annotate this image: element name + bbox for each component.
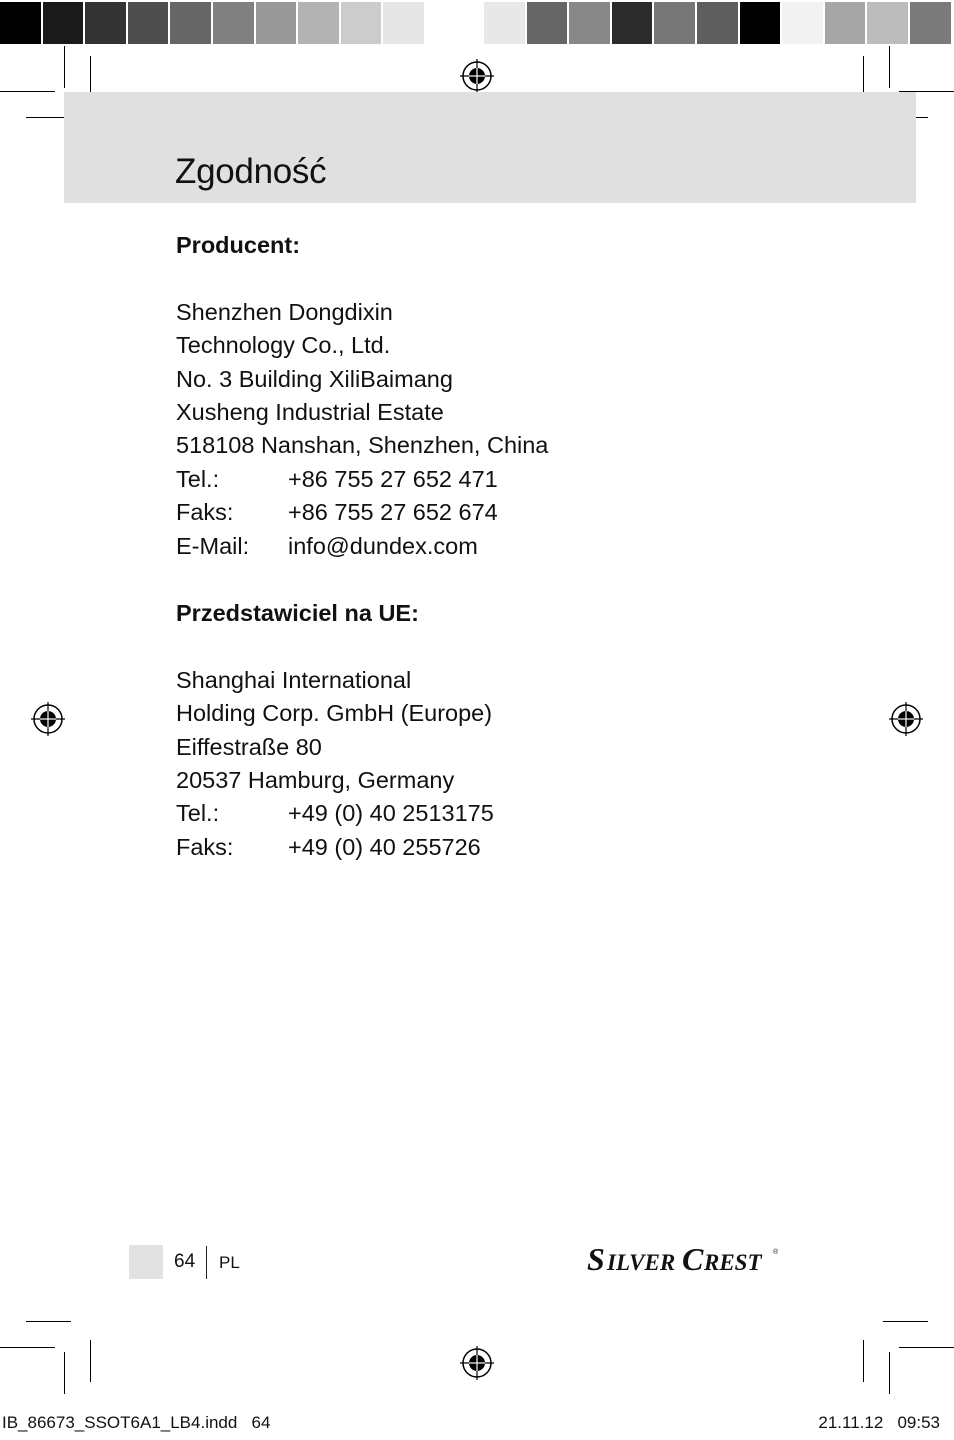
color-calibration-bar-right [484, 0, 953, 46]
color-swatch [43, 2, 84, 44]
representative-section [176, 597, 494, 864]
color-swatch [782, 2, 823, 44]
address-line: Eiffestraße 80 [176, 733, 322, 760]
address-line: 518108 Nanshan, Shenzhen, China [176, 432, 549, 459]
color-swatch [569, 2, 610, 44]
footer-tab-marker [129, 1245, 163, 1279]
manufacturer-section [176, 229, 548, 563]
contact-row-phone [176, 797, 494, 830]
crop-mark [889, 46, 890, 88]
registration-mark-icon [889, 702, 923, 736]
color-swatch [298, 2, 339, 44]
color-swatch [825, 2, 866, 44]
crop-mark [889, 1352, 890, 1394]
contact-value: +86 755 27 652 674 [288, 499, 498, 526]
svg-text:S: S [587, 1242, 605, 1276]
contact-row-email [176, 530, 548, 563]
address-line: Shenzhen Dongdixin [176, 298, 393, 325]
contact-label: E-Mail: [176, 532, 250, 559]
spacer [176, 262, 548, 295]
address-line: No. 3 Building XiliBaimang [176, 365, 453, 392]
page-title: Zgodność [175, 152, 327, 191]
manufacturer-heading: Producent: [176, 232, 301, 258]
address-line: Xusheng Industrial Estate [176, 399, 444, 426]
color-swatch [341, 2, 382, 44]
crop-mark [26, 1321, 71, 1322]
color-swatch [697, 2, 738, 44]
spacer [176, 630, 494, 663]
crop-mark [0, 91, 55, 92]
address-line: Holding Corp. GmbH (Europe) [176, 700, 493, 727]
silvercrest-logo [587, 1242, 783, 1276]
crop-mark [90, 1340, 91, 1382]
registration-mark-icon [31, 702, 65, 736]
registration-mark-icon [460, 1346, 494, 1380]
color-swatch [213, 2, 254, 44]
contact-label: Faks: [176, 499, 234, 526]
representative-heading: Przedstawiciel na UE: [176, 600, 419, 626]
contact-row-phone [176, 463, 548, 496]
language-code: PL [219, 1253, 240, 1272]
contact-label: Faks: [176, 833, 234, 860]
address-line: Shanghai International [176, 666, 412, 693]
page-number: 64 [174, 1251, 196, 1272]
color-calibration-bar-left [0, 0, 469, 46]
color-swatch [85, 2, 126, 44]
contact-row-fax [176, 831, 494, 864]
color-swatch [740, 2, 781, 44]
address-line: 20537 Hamburg, Germany [176, 767, 455, 794]
crop-mark [64, 46, 65, 88]
crop-mark [883, 1321, 928, 1322]
crop-mark [863, 1340, 864, 1382]
crop-mark [899, 1347, 954, 1348]
color-swatch [867, 2, 908, 44]
svg-text:C: C [682, 1242, 704, 1276]
address-line: Technology Co., Ltd. [176, 332, 391, 359]
svg-text:ILVER: ILVER [607, 1250, 676, 1275]
contact-label: Tel.: [176, 465, 220, 492]
print-slug-filename: IB_86673_SSOT6A1_LB4.indd 64 [2, 1413, 271, 1432]
contact-value: info@dundex.com [288, 532, 478, 559]
color-swatch [383, 2, 424, 44]
color-swatch [484, 2, 525, 44]
svg-text:®: ® [773, 1249, 779, 1256]
contact-value: +86 755 27 652 471 [288, 465, 498, 492]
contact-value: +49 (0) 40 255726 [288, 833, 481, 860]
color-swatch [910, 2, 951, 44]
color-swatch [426, 2, 467, 44]
crop-mark [0, 1347, 55, 1348]
contact-row-fax [176, 496, 548, 529]
contact-value: +49 (0) 40 2513175 [288, 800, 494, 827]
crop-mark [64, 1352, 65, 1394]
footer-divider [206, 1246, 207, 1279]
color-swatch [256, 2, 297, 44]
color-swatch [128, 2, 169, 44]
color-swatch [654, 2, 695, 44]
color-swatch [527, 2, 568, 44]
svg-text:REST: REST [704, 1250, 762, 1275]
print-slug-timestamp: 21.11.12 09:53 [818, 1413, 940, 1432]
color-swatch [612, 2, 653, 44]
color-swatch [0, 2, 41, 44]
registration-mark-icon [460, 59, 494, 93]
color-swatch [170, 2, 211, 44]
contact-label: Tel.: [176, 800, 220, 827]
